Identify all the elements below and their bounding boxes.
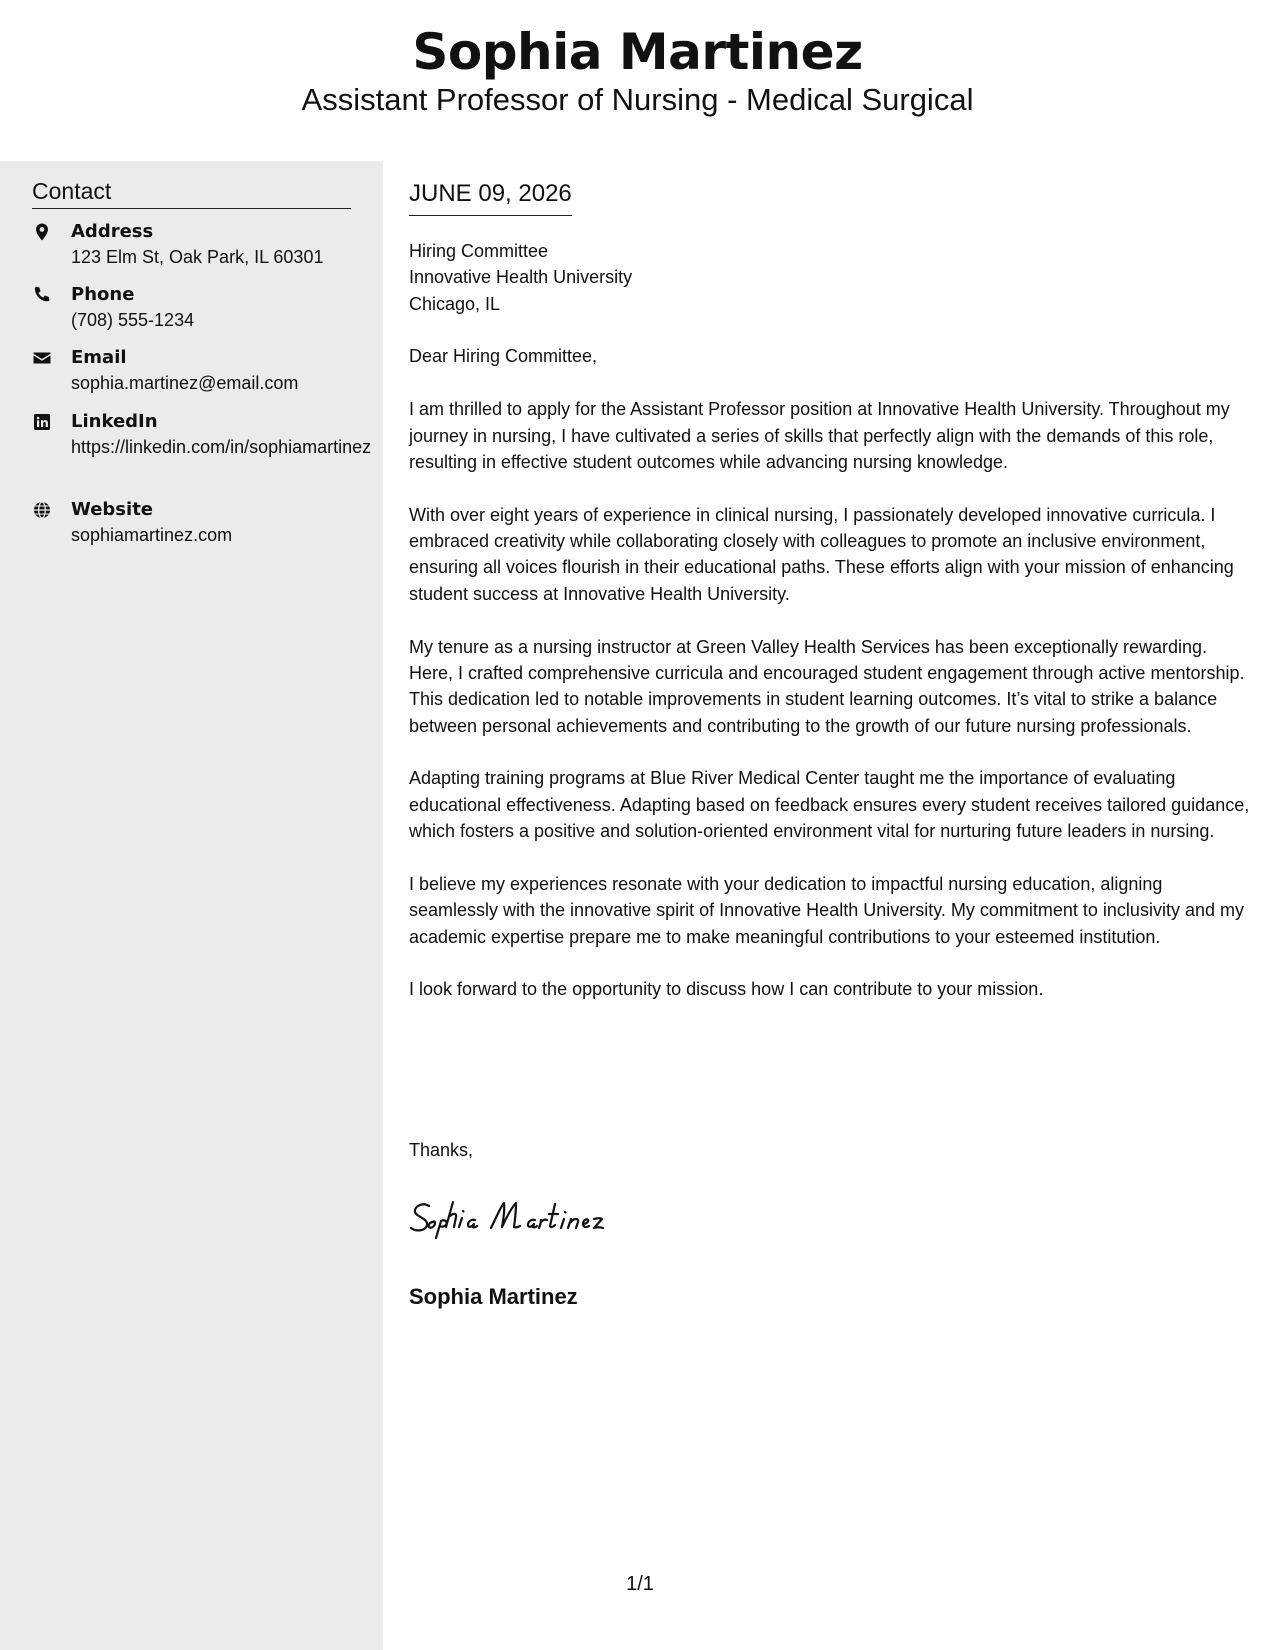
letter-paragraph: I believe my experiences resonate with your dedication to impactful nursing education, aligning seamlessly with the innovative spirit of Innovative Health University. My commitment to inclusivity and my academic expertise prepare me to make meaningful contributions to your esteemed institution. (409, 873, 1244, 947)
contact-label: LinkedIn (71, 411, 158, 432)
salutation: Dear Hiring Committee, (409, 346, 598, 367)
header (0, 0, 1275, 160)
recipient-line: Innovative Health University (409, 267, 633, 288)
contact-label: Address (71, 221, 154, 242)
contact-label: Phone (71, 284, 135, 305)
linkedin-icon (32, 412, 52, 432)
recipient-line: Chicago, IL (409, 293, 501, 314)
letter-date: JUNE 09, 2026 (409, 177, 572, 216)
contact-value: sophia.martinez@email.com (71, 373, 299, 393)
signer-name: Sophia Martinez (409, 1284, 578, 1309)
contact-value: sophiamartinez.com (71, 525, 233, 545)
candidate-name: Sophia Martinez (412, 23, 863, 81)
contact-label: Website (71, 499, 154, 520)
globe-icon (32, 500, 52, 520)
job-title: Assistant Professor of Nursing - Medical Surgical (301, 82, 974, 117)
map-pin-icon (32, 222, 52, 242)
contact-value: 123 Elm St, Oak Park, IL 60301 (71, 247, 324, 267)
envelope-icon (32, 348, 52, 368)
letter-paragraph: I look forward to the opportunity to discuss how I can contribute to your mission. (409, 979, 1044, 1000)
letter-paragraph: With over eight years of experience in clinical nursing, I passionately developed innovative curricula. I embraced creativity while collaborating closely with colleagues to promote an inclusive environment, ensuring all voices flourish in their educational paths. These efforts align with your mission of enhancing student success at Innovative Health University. (409, 504, 1234, 604)
contact-value: https://linkedin.com/in/sophiamartinez (71, 437, 372, 457)
handwritten-signature (407, 1192, 677, 1242)
phone-icon (32, 285, 52, 305)
closing: Thanks, (409, 1140, 474, 1160)
letter-paragraph: Adapting training programs at Blue River Medical Center taught me the importance of evaluating educational effectiveness. Adapting based on feedback ensures every student receives tailored guidance, which fosters a positive and solution-oriented environment vital for nurturing future leaders in nursing. (409, 768, 1250, 842)
letter-paragraph: I am thrilled to apply for the Assistant Professor position at Innovative Health University. Throughout my journey in nursing, I have cultivated a series of skills that perfectly align with the demands of this role, resulting in effective student outcomes while advancing nursing knowledge. (409, 399, 1230, 472)
recipient-line: Hiring Committee (409, 241, 549, 261)
recipient-block (409, 238, 1254, 317)
letter-body (409, 238, 1254, 1029)
letter-paragraph: My tenure as a nursing instructor at Green Valley Health Services has been exceptionally rewarding. Here, I crafted comprehensive curricula and encouraged student engagement through active mentorship. This dedication led to notable improvements in student learning outcomes. It’s vital to strike a balance between personal achievements and contributing to the growth of our future nursing professionals. (409, 636, 1245, 736)
contact-value: (708) 555-1234 (71, 310, 195, 330)
contact-heading: Contact (32, 176, 351, 209)
contact-label: Email (71, 347, 127, 368)
page-number: 1/1 (626, 1573, 654, 1595)
